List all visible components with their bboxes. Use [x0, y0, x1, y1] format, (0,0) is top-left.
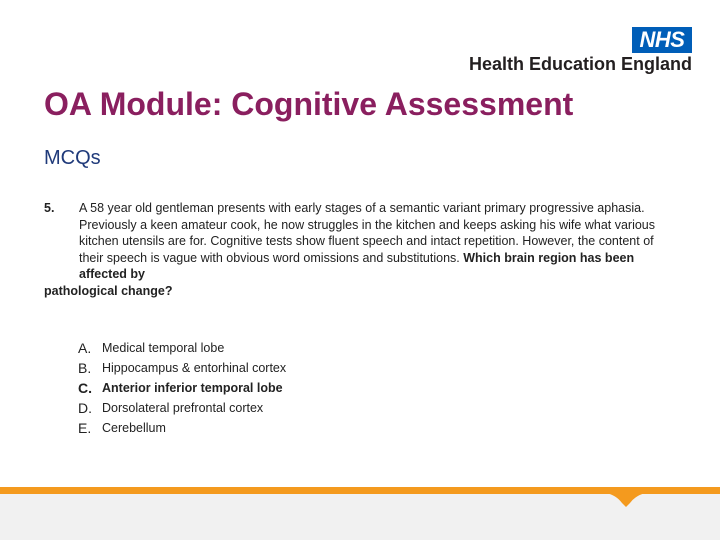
option-letter: B. [78, 360, 92, 376]
option-text: Dorsolateral prefrontal cortex [102, 401, 264, 415]
nhs-logo: NHS [632, 27, 692, 53]
option-letter: A. [78, 340, 92, 356]
footer-notch-shape [606, 493, 646, 507]
option-letter: E. [78, 420, 92, 436]
question-stem-block [44, 200, 659, 283]
question-prompt-tail: pathological change? [44, 283, 173, 298]
answer-options [78, 338, 286, 438]
option-e [78, 418, 286, 438]
option-text: Hippocampus & entorhinal cortex [102, 361, 287, 375]
option-b [78, 358, 286, 378]
question-stem: A 58 year old gentleman presents with early stages of a semantic variant primary progressive aphasia. Previously a keen amateur cook, he now struggles in the kitchen and keeps asking his wife what various kitchen utensils are for. Cognitive tests show fluent speech and intact repetition. However, the content of their speech is vague with obvious word omissions and substitutions. [79, 201, 656, 265]
slide-title: OA Module: Cognitive Assessment [44, 86, 574, 122]
slide-subtitle: MCQs [44, 147, 101, 169]
option-letter: C. [78, 380, 92, 396]
question-block [44, 200, 659, 300]
option-text: Anterior inferior temporal lobe [102, 381, 283, 395]
option-d [78, 398, 286, 418]
option-letter: D. [78, 400, 92, 416]
option-text: Medical temporal lobe [102, 341, 225, 355]
organisation-name: Health Education England [468, 54, 692, 74]
option-c [78, 378, 286, 398]
question-number: 5. [44, 201, 55, 215]
option-text: Cerebellum [102, 421, 166, 435]
question-prompt-lead: Which brain region has been affected by [79, 250, 635, 282]
option-a [78, 338, 286, 358]
